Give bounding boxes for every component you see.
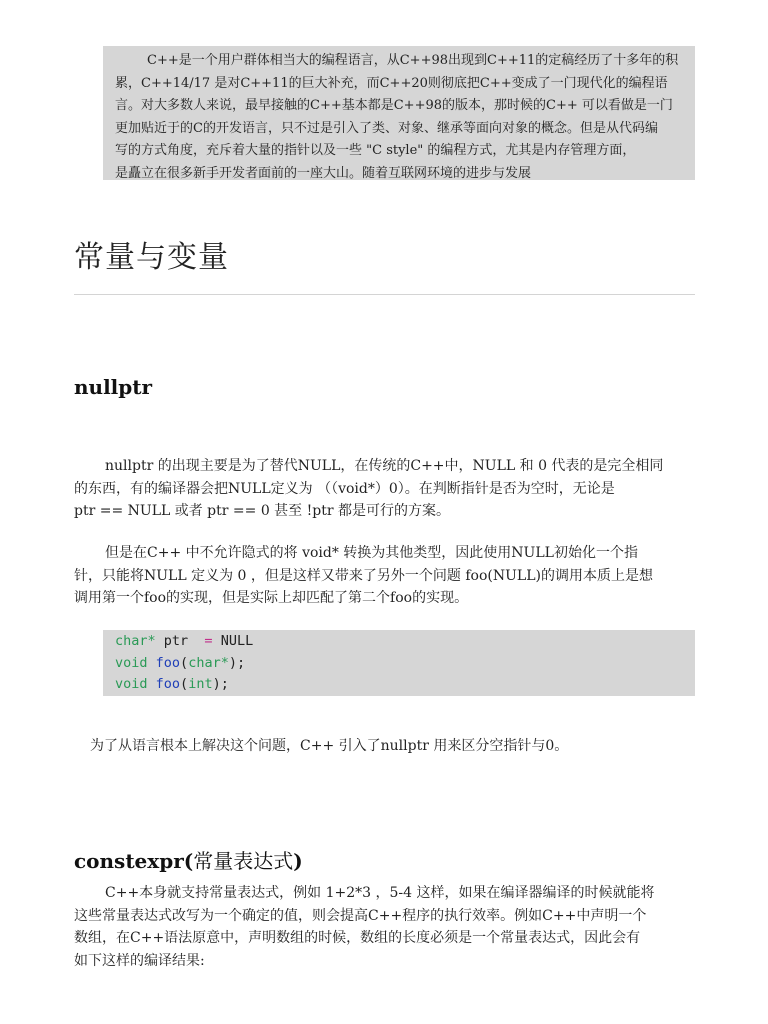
text-line: C++本身就支持常量表达式，例如 1+2*3 ，5-4 这样，如果在编译器编译的时候就能将 xyxy=(105,885,655,901)
code-token: char* xyxy=(115,633,156,649)
text-line: 如下这样的编译结果: xyxy=(74,952,205,969)
intro-paragraph xyxy=(115,50,683,186)
code-token: char* xyxy=(188,654,229,671)
code-token: void xyxy=(115,654,148,671)
nullptr-paragraph-1 xyxy=(74,455,704,523)
code-token: NULL xyxy=(212,633,254,649)
text-line: nullptr 的出现主要是为了替代NULL，在传统的C++中，NULL 和 0 代表的是完全相同 xyxy=(105,458,664,474)
code-line xyxy=(115,653,695,675)
section-divider xyxy=(74,294,695,295)
text-line: 为了从语言根本上解决这个问题，C++ 引入了nullptr 用来区分空指针与0。 xyxy=(90,738,569,754)
intro-line: C++是一个用户群体相当大的编程语言，从C++98出现到C++11的定稿经历了十多年的积 xyxy=(147,53,679,68)
code-token: ( xyxy=(180,654,189,671)
intro-line: 是矗立在很多新手开发者面前的一座大山。随着互联网环境的进步与发展 xyxy=(115,165,532,181)
constexpr-heading-latin: constexpr( xyxy=(74,849,194,873)
nullptr-paragraph-2 xyxy=(74,542,704,610)
code-token: = xyxy=(204,633,213,649)
section-title: 常量与变量 xyxy=(74,240,229,275)
constexpr-heading-cjk: 常量表达式 xyxy=(193,849,294,873)
code-token: ptr xyxy=(155,633,205,649)
code-block xyxy=(103,630,695,696)
text-line: 但是在C++ 中不允许隐式的将 void* 转换为其他类型，因此使用NULL初始化一个指 xyxy=(105,545,638,561)
text-line: ptr == NULL 或者 ptr == 0 甚至 !ptr 都是可行的方案。 xyxy=(74,503,450,519)
code-token: foo xyxy=(155,676,181,692)
code-line xyxy=(115,674,695,696)
nullptr-heading: nullptr xyxy=(74,375,153,399)
text-line: 针，只能将NULL 定义为 0 ，但是这样又带来了另外一个问题 foo(NULL)的调用本质上是想 xyxy=(74,567,653,584)
nullptr-conclusion xyxy=(90,735,720,758)
code-token: void xyxy=(115,676,148,692)
intro-line: 累，C++14/17 是对C++11的巨大补充，而C++20则彻底把C++变成了一门现代化的编程语 xyxy=(115,75,668,91)
code-token: ); xyxy=(212,676,229,692)
code-token: ); xyxy=(228,654,246,671)
code-token: int xyxy=(188,676,213,692)
intro-line: 言。对大多数人来说，最早接触的C++基本都是C++98的版本，那时候的C++ 可以看做是一门 xyxy=(115,98,673,114)
text-line: 这些常量表达式改写为一个确定的值，则会提高C++程序的执行效率。例如C++中声明一个 xyxy=(74,907,647,924)
constexpr-paragraph xyxy=(74,882,704,972)
constexpr-heading-close: ) xyxy=(293,849,303,873)
text-line: 数组，在C++语法原意中，声明数组的时候，数组的长度必须是一个常量表达式，因此会有 xyxy=(74,930,641,946)
code-line xyxy=(115,631,695,653)
constexpr-heading xyxy=(74,845,303,874)
code-token xyxy=(148,676,156,692)
code-token xyxy=(148,655,156,671)
code-token: ( xyxy=(180,676,189,692)
intro-line: 更加贴近于的C的开发语言，只不过是引入了类、对象、继承等面向对象的概念。但是从代码编 xyxy=(115,120,658,136)
text-line: 的东西，有的编译器会把NULL定义为 （（void*）0）。在判断指针是否为空时，无论是 xyxy=(74,480,615,497)
text-line: 调用第一个foo的实现，但是实际上却匹配了第二个foo的实现。 xyxy=(74,590,469,606)
intro-line: 写的方式角度，充斥着大量的指针以及一些 "C style" 的编程方式，尤其是内存管理方面， xyxy=(115,143,636,159)
intro-quote-box xyxy=(103,46,695,180)
code-token: foo xyxy=(155,654,181,671)
